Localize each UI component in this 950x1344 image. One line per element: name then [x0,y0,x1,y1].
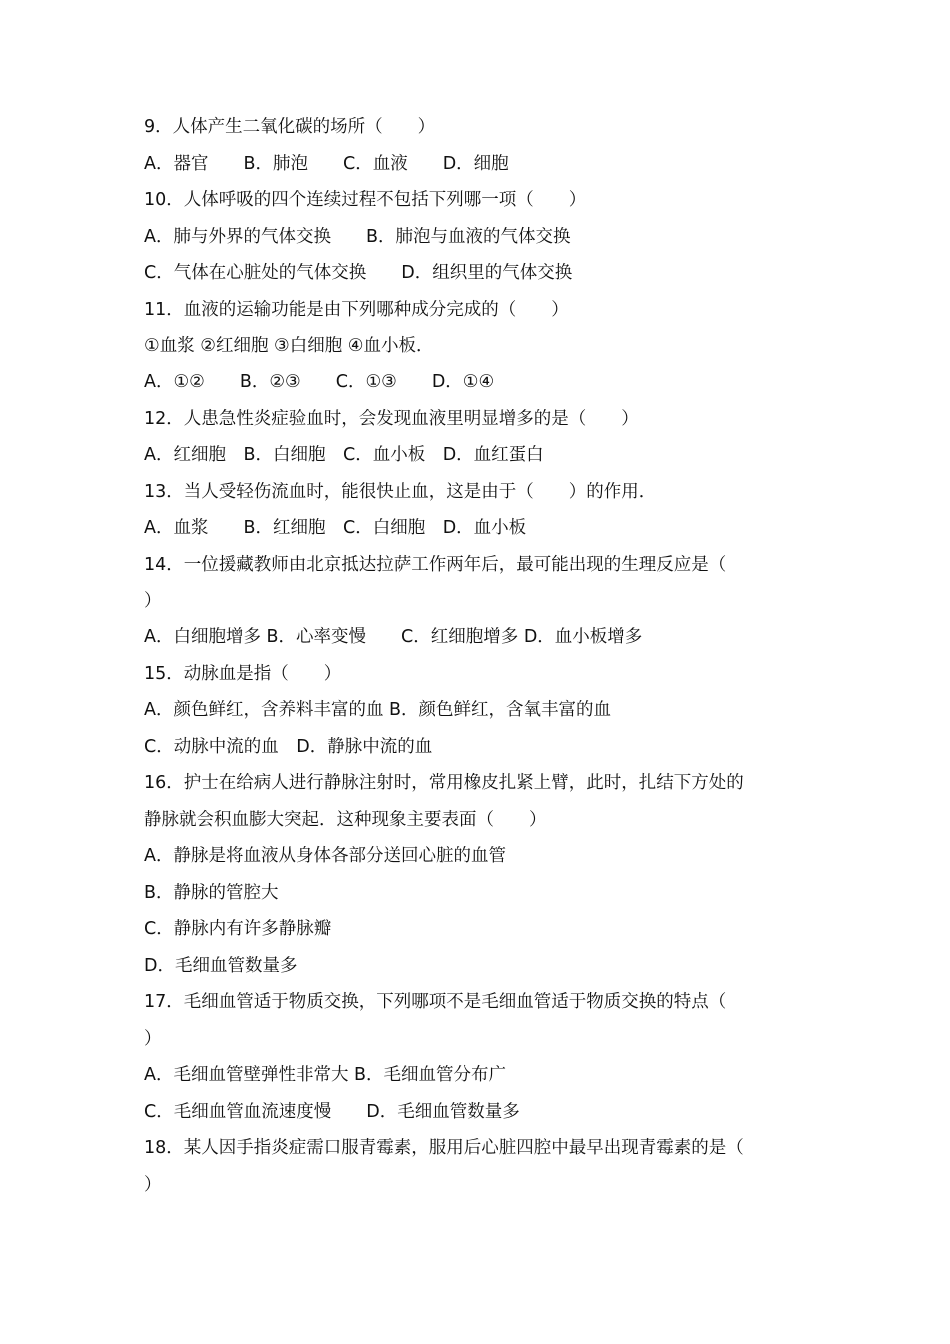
question-12-stem: 12．人患急性炎症验血时，会发现血液里明显增多的是（ ） [144,409,639,429]
question-11-stem: 11．血液的运输功能是由下列哪种成分完成的（ ） [144,300,569,320]
question-9-stem: 9．人体产生二氧化碳的场所（ ） [144,117,436,137]
question-15-stem: 15．动脉血是指（ ） [144,664,342,684]
question-17-options-ab: A．毛细血管壁弹性非常大 B．毛细血管分布广 [144,1065,507,1085]
question-16-option-c: C．静脉内有许多静脉瓣 [144,919,332,939]
question-16-stem: 16．护士在给病人进行静脉注射时，常用橡皮扎紧上臂，此时，扎结下方处的 [144,773,744,793]
question-17-options-cd: C．毛细血管血流速度慢 D．毛细血管数量多 [144,1102,520,1122]
question-17-stem: 17．毛细血管适于物质交换，下列哪项不是毛细血管适于物质交换的特点（ [144,992,727,1012]
question-10-stem: 10．人体呼吸的四个连续过程不包括下列哪一项（ ） [144,190,587,210]
question-11-items: ①血浆 ②红细胞 ③白细胞 ④血小板． [144,336,434,356]
question-18-stem: 18．某人因手指炎症需口服青霉素，服用后心脏四腔中最早出现青霉素的是（ [144,1138,744,1158]
question-15-options-ab: A．颜色鲜红，含养料丰富的血 B．颜色鲜红，含氧丰富的血 [144,700,612,720]
question-16-option-d: D．毛细血管数量多 [144,956,298,976]
question-10-options-cd: C．气体在心脏处的气体交换 D．组织里的气体交换 [144,263,573,283]
question-14-stem-cont: ） [144,591,162,611]
question-11-options: A．①② B．②③ C．①③ D．①④ [144,372,495,392]
question-12-options: A．红细胞 B．白细胞 C．血小板 D．血红蛋白 [144,445,544,465]
question-16-option-b: B．静脉的管腔大 [144,883,279,903]
question-14-options: A．白细胞增多 B．心率变慢 C．红细胞增多 D．血小板增多 [144,627,643,647]
question-16-stem-cont: 静脉就会积血膨大突起．这种现象主要表面（ ） [144,810,547,830]
question-10-options-ab: A．肺与外界的气体交换 B．肺泡与血液的气体交换 [144,227,571,247]
question-9-options: A．器官 B．肺泡 C．血液 D．细胞 [144,154,509,174]
question-18-stem-cont: ） [144,1175,162,1195]
question-17-stem-cont: ） [144,1029,162,1049]
question-13-stem: 13．当人受轻伤流血时，能很快止血，这是由于（ ）的作用． [144,482,657,502]
question-16-option-a: A．静脉是将血液从身体各部分送回心脏的血管 [144,846,506,866]
question-13-options: A．血浆 B．红细胞 C．白细胞 D．血小板 [144,518,527,538]
question-14-stem: 14．一位援藏教师由北京抵达拉萨工作两年后，最可能出现的生理反应是（ [144,555,727,575]
question-15-options-cd: C．动脉中流的血 D．静脉中流的血 [144,737,433,757]
